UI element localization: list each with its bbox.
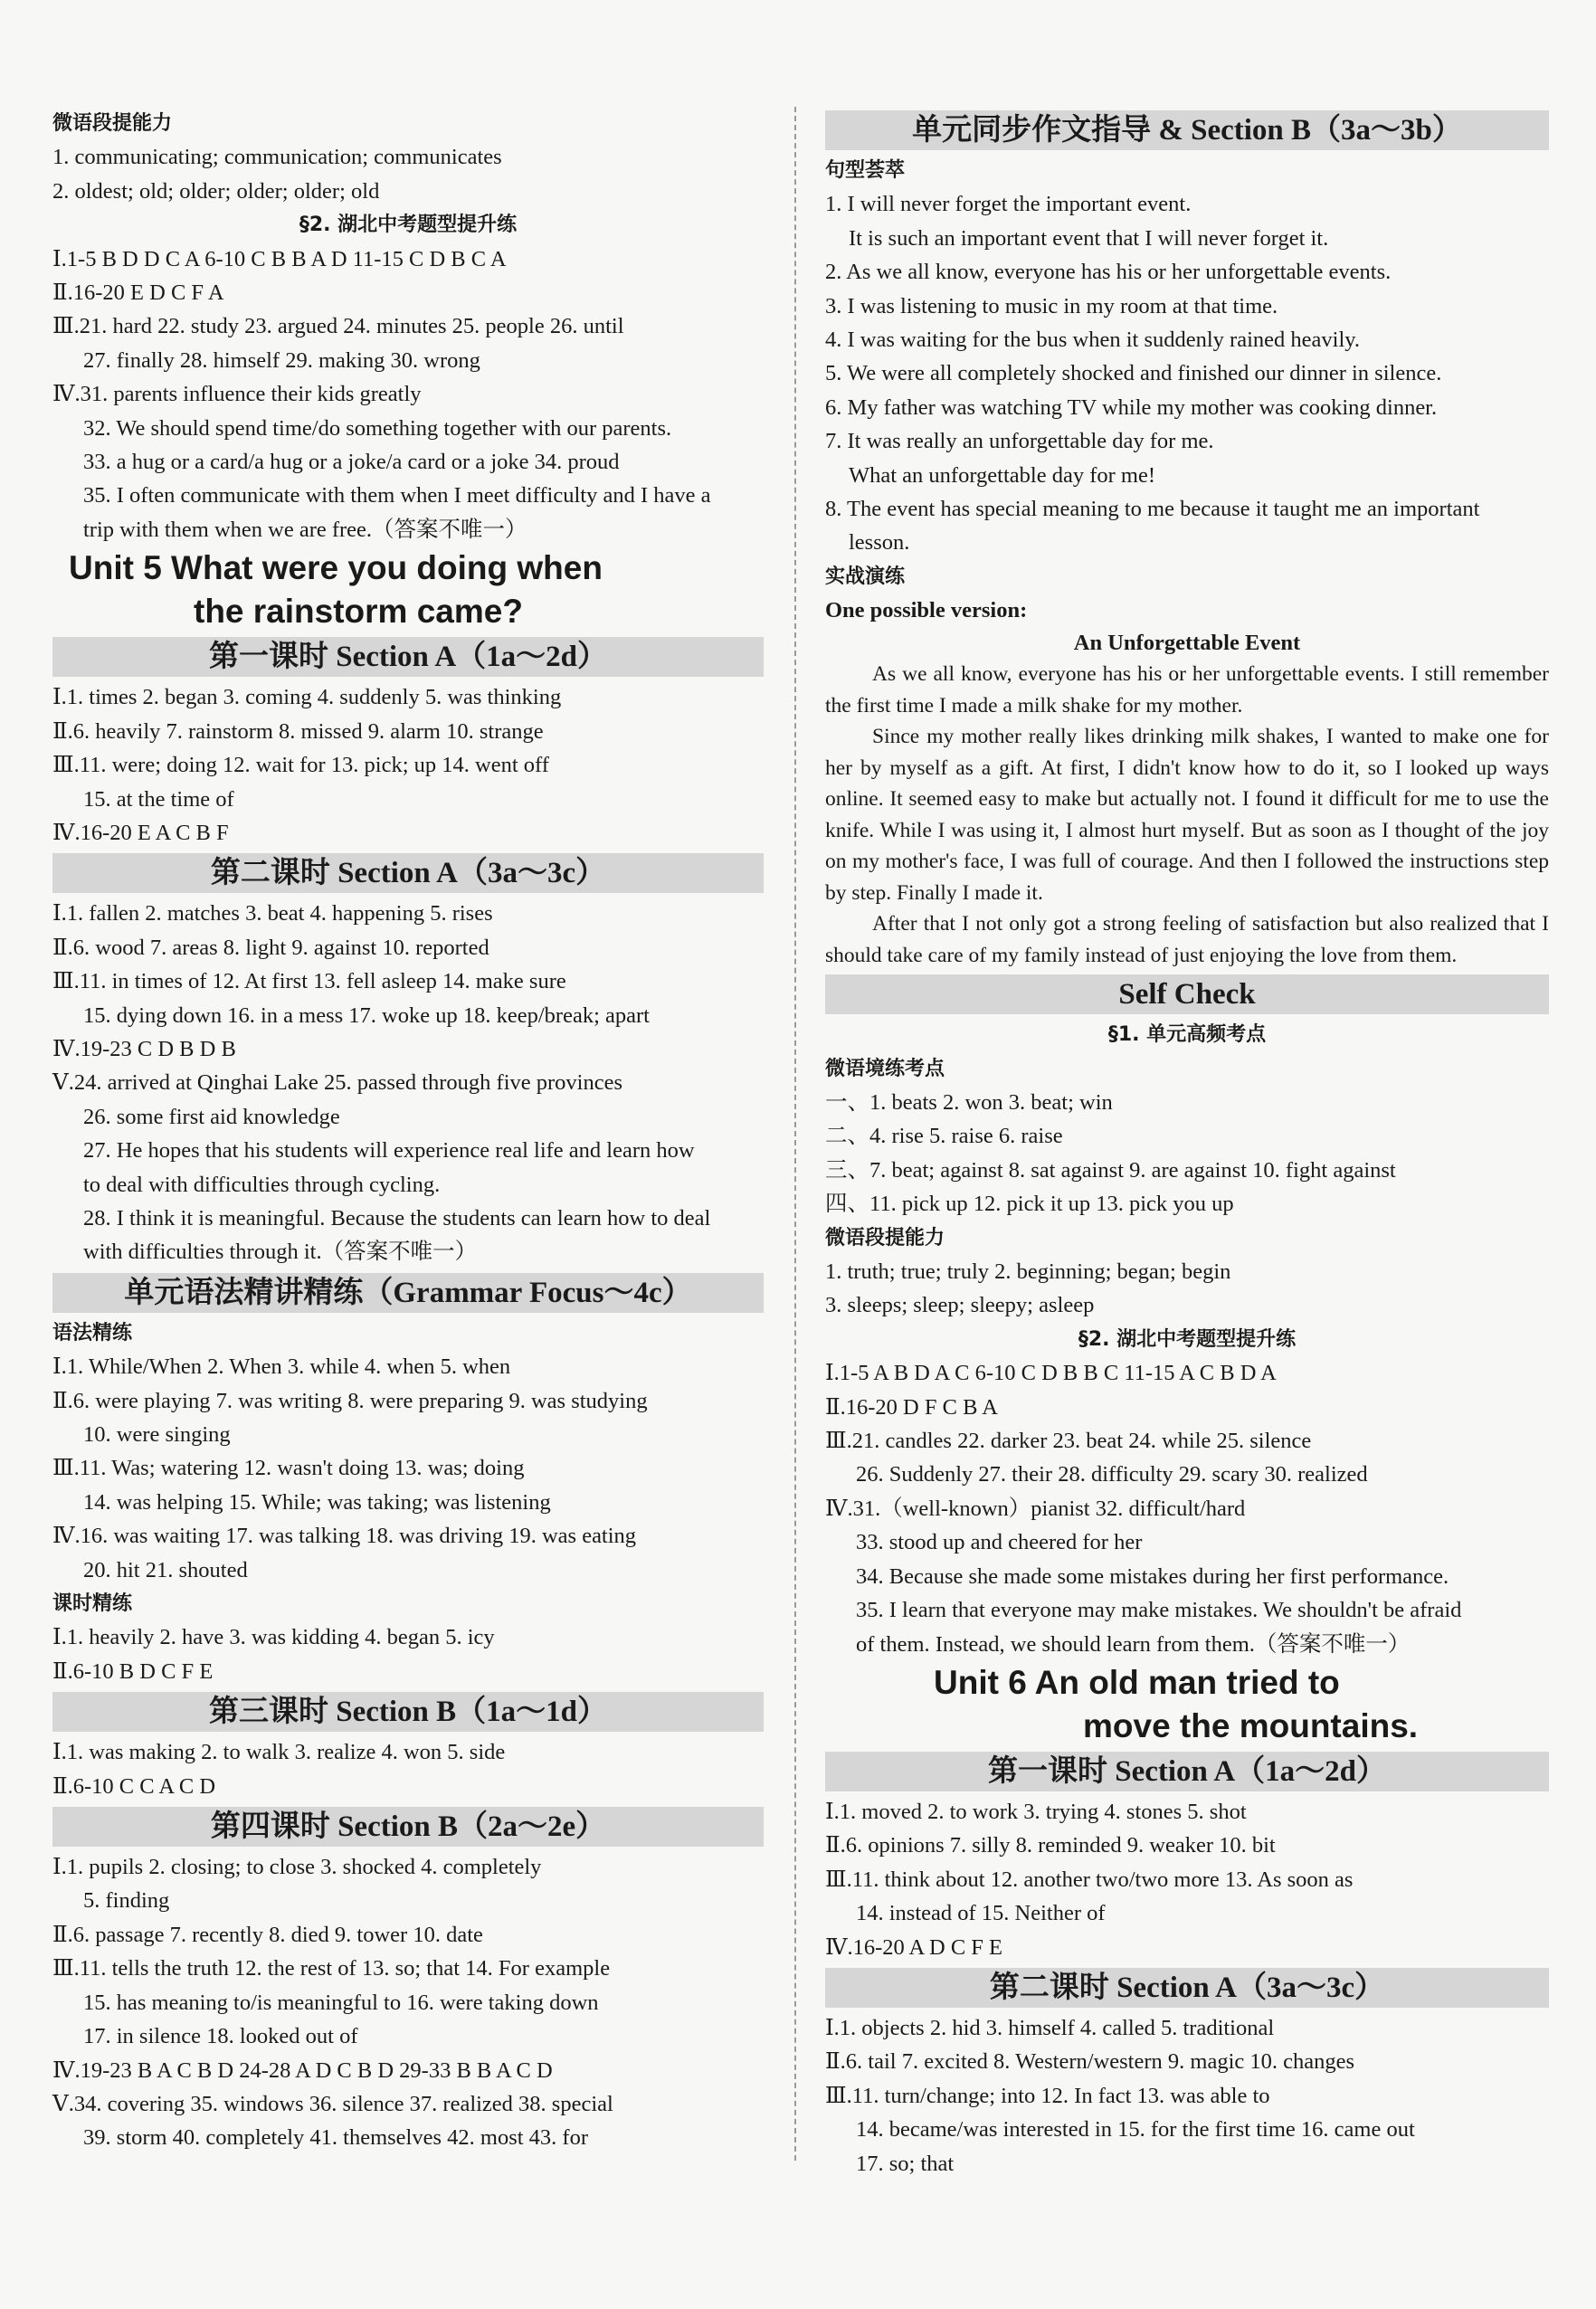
answer-line: Ⅳ.31. parents influence their kids greatly: [52, 382, 422, 407]
essay-title: An Unforgettable Event: [1073, 630, 1301, 655]
answer-line: 2. oldest; old; older; older; older; old: [52, 178, 380, 204]
answer-line: Ⅰ.1. fallen 2. matches 3. beat 4. happening 5. rises: [52, 901, 493, 926]
unit-title: Unit 6 An old man tried to: [934, 1663, 1340, 1701]
answer-line: 35. I learn that everyone may make mistakes. We shouldn't be afraid: [856, 1598, 1462, 1623]
subheading: 微语境练考点: [825, 1057, 945, 1080]
answer-line: Ⅱ.16-20 D F C B A: [825, 1394, 998, 1420]
answer-line: Ⅲ.11. were; doing 12. wait for 13. pick; up 14. went off: [52, 753, 549, 778]
unit-title-line2: move the mountains.: [1083, 1706, 1419, 1744]
section-header: 第四课时 Section B（2a～2e）: [52, 1807, 764, 1847]
answer-line: 14. instead of 15. Neither of: [856, 1901, 1106, 1926]
answer-line: Ⅱ.6. wood 7. areas 8. light 9. against 10. reported: [52, 935, 489, 960]
answer-line: 39. storm 40. completely 41. themselves 42. most 43. for: [83, 2125, 588, 2151]
answer-line: 26. Suddenly 27. their 28. difficulty 29. scary 30. realized: [856, 1462, 1368, 1487]
answer-line: Ⅳ.31.（well-known）pianist 32. difficult/hard: [825, 1496, 1246, 1521]
section-header: 第一课时 Section A（1a～2d）: [52, 637, 764, 677]
subheading: 课时精练: [52, 1592, 133, 1616]
answer-line: Ⅳ.19-23 C D B D B: [52, 1036, 236, 1061]
answer-line: 一、1. beats 2. won 3. beat; win: [825, 1090, 1113, 1115]
answer-line: 26. some first aid knowledge: [83, 1104, 340, 1129]
answer-line: 四、11. pick up 12. pick it up 13. pick you up: [825, 1192, 1234, 1217]
answer-line: 20. hit 21. shouted: [83, 1557, 248, 1582]
answer-line: Ⅱ.6. tail 7. excited 8. Western/western 9. magic 10. changes: [825, 2049, 1355, 2075]
subheading: 句型荟萃: [825, 159, 906, 182]
answer-line: 3. I was listening to music in my room at that time.: [825, 293, 1278, 318]
answer-line: 14. became/was interested in 15. for the first time 16. came out: [856, 2117, 1415, 2143]
answer-line: Ⅴ.34. covering 35. windows 36. silence 37. realized 38. special: [52, 2091, 613, 2116]
answer-line: 1. communicating; communication; communicates: [52, 145, 502, 170]
answer-line: Ⅰ.1-5 A B D A C 6-10 C D B B C 11-15 A C B D A: [825, 1361, 1277, 1386]
unit-title: Unit 5 What were you doing when: [69, 549, 603, 587]
answer-line: 二、4. rise 5. raise 6. raise: [825, 1124, 1063, 1149]
section-header: 第二课时 Section A（3a～3c）: [825, 1968, 1549, 2008]
answer-line: 4. I was waiting for the bus when it suddenly rained heavily.: [825, 328, 1361, 353]
answer-line: 三、7. beat; against 8. sat against 9. are against 10. fight against: [825, 1157, 1396, 1183]
unit-title-line2: the rainstorm came?: [194, 593, 523, 631]
answer-line: 8. The event has special meaning to me because it taught me an important: [825, 497, 1480, 522]
answer-line: to deal with difficulties through cycling.: [83, 1172, 441, 1197]
answer-line: 33. stood up and cheered for her: [856, 1530, 1143, 1555]
answer-line: Ⅲ.21. candles 22. darker 23. beat 24. while 25. silence: [825, 1429, 1312, 1454]
answer-line: 15. dying down 16. in a mess 17. woke up 18. keep/break; apart: [83, 1002, 650, 1028]
answer-line: Ⅳ.16-20 A D C F E: [825, 1934, 1002, 1960]
answer-line: 35. I often communicate with them when I meet difficulty and I have a: [83, 483, 711, 508]
answer-line: lesson.: [849, 530, 910, 556]
answer-line: Ⅱ.16-20 E D C F A: [52, 280, 224, 306]
answer-line: Ⅱ.6. were playing 7. was writing 8. were preparing 9. was studying: [52, 1388, 648, 1413]
subheading: §1. 单元高频考点: [1107, 1023, 1267, 1047]
essay-paragraph: As we all know, everyone has his or her unforgettable events. I still remember the first time I made a milk shake for my mother.: [825, 662, 1549, 717]
answer-line: Ⅲ.11. think about 12. another two/two more 13. As soon as: [825, 1867, 1354, 1892]
answer-line: 28. I think it is meaningful. Because the students can learn how to deal: [83, 1205, 711, 1231]
answer-line: 27. finally 28. himself 29. making 30. wrong: [83, 347, 480, 373]
subheading: §2. 湖北中考题型提升练: [299, 214, 518, 237]
answer-line: Ⅱ.6. heavily 7. rainstorm 8. missed 9. alarm 10. strange: [52, 718, 544, 744]
subheading: 语法精练: [52, 1321, 133, 1345]
answer-line: 27. He hopes that his students will experience real life and learn how: [83, 1138, 695, 1164]
answer-line: Ⅱ.6-10 C C A C D: [52, 1773, 216, 1799]
answer-line: Ⅲ.21. hard 22. study 23. argued 24. minutes 25. people 26. until: [52, 314, 624, 339]
answer-line: Ⅱ.6. passage 7. recently 8. died 9. tower 10. date: [52, 1922, 483, 1947]
answer-line: Ⅰ.1. pupils 2. closing; to close 3. shocked 4. completely: [52, 1855, 542, 1880]
subheading: 实战演练: [825, 565, 906, 588]
subheading: 微语段提能力: [825, 1226, 945, 1250]
answer-line: 6. My father was watching TV while my mother was cooking dinner.: [825, 394, 1438, 420]
answer-line: Ⅰ.1. objects 2. hid 3. himself 4. called 5. traditional: [825, 2015, 1275, 2040]
subheading: 微语段提能力: [52, 112, 173, 135]
answer-line: 34. Because she made some mistakes during her first performance.: [856, 1563, 1449, 1589]
section-header: 单元同步作文指导 & Section B（3a～3b）: [825, 110, 1549, 150]
answer-line: trip with them when we are free.（答案不唯一）: [83, 517, 527, 542]
answer-line: 33. a hug or a card/a hug or a joke/a card or a joke 34. proud: [83, 450, 620, 475]
answer-line: Ⅰ.1. heavily 2. have 3. was kidding 4. began 5. icy: [52, 1625, 495, 1650]
answer-line: Ⅲ.11. in times of 12. At first 13. fell asleep 14. make sure: [52, 969, 566, 994]
answer-line: Ⅱ.6. opinions 7. silly 8. reminded 9. weaker 10. bit: [825, 1833, 1276, 1858]
answer-line: 5. finding: [83, 1888, 170, 1914]
answer-line: Ⅲ.11. turn/change; into 12. In fact 13. was able to: [825, 2083, 1270, 2108]
answer-line: Ⅰ.1-5 B D D C A 6-10 C B B A D 11-15 C D B C A: [52, 246, 507, 271]
answer-line: Ⅰ.1. was making 2. to walk 3. realize 4. won 5. side: [52, 1740, 506, 1765]
answer-line: Ⅲ.11. tells the truth 12. the rest of 13. so; that 14. For example: [52, 1956, 611, 1981]
subheading: §2. 湖北中考题型提升练: [1078, 1327, 1297, 1351]
answer-line: Ⅰ.1. moved 2. to work 3. trying 4. stones 5. shot: [825, 1799, 1247, 1824]
section-header: 第二课时 Section A（3a～3c）: [52, 853, 764, 893]
answer-line: Ⅴ.24. arrived at Qinghai Lake 25. passed through five provinces: [52, 1070, 623, 1096]
answer-line: 14. was helping 15. While; was taking; was listening: [83, 1489, 551, 1515]
answer-line: Ⅳ.19-23 B A C B D 24-28 A D C B D 29-33 B B A C D: [52, 2057, 553, 2083]
answer-line: One possible version:: [825, 598, 1028, 623]
section-header: 第三课时 Section B（1a～1d）: [52, 1692, 764, 1732]
left-column: [52, 107, 764, 2155]
answer-line: 3. sleeps; sleep; sleepy; asleep: [825, 1293, 1095, 1318]
answer-line: 2. As we all know, everyone has his or her unforgettable events.: [825, 260, 1392, 285]
essay-paragraph: After that I not only got a strong feeling of satisfaction but also realized that I should take care of my family instead of just enjoying the love from them.: [825, 912, 1549, 967]
section-header: 第一课时 Section A（1a～2d）: [825, 1752, 1549, 1791]
answer-line: 1. truth; true; truly 2. beginning; began; begin: [825, 1259, 1231, 1285]
answer-line: Ⅳ.16-20 E A C B F: [52, 820, 229, 845]
answer-line: 15. at the time of: [83, 786, 234, 812]
answer-line: What an unforgettable day for me!: [849, 462, 1156, 488]
answer-line: 1. I will never forget the important event.: [825, 192, 1192, 217]
answer-line: It is such an important event that I will never forget it.: [849, 225, 1329, 251]
section-header: Self Check: [825, 974, 1549, 1014]
answer-line: 15. has meaning to/is meaningful to 16. were taking down: [83, 1990, 599, 2015]
answer-line: of them. Instead, we should learn from them.（答案不唯一）: [856, 1631, 1411, 1657]
answer-line: 10. were singing: [83, 1422, 231, 1447]
answer-line: Ⅲ.11. Was; watering 12. wasn't doing 13. was; doing: [52, 1456, 525, 1481]
essay-paragraph: Since my mother really likes drinking milk shakes, I wanted to make one for her by myself as a gift. At first, I didn't know how to do it, so I looked up ways online. It seemed easy to make but actually not. I found it difficult for me to use the knife. While I was using it, I almost hurt myself. But as soon as I thought of the joy on my mother's face, I was full of courage. And then I followed the instructions step by step. Finally I made it.: [825, 725, 1549, 905]
answer-line: 17. so; that: [856, 2151, 955, 2176]
answer-line: Ⅳ.16. was waiting 17. was talking 18. was driving 19. was eating: [52, 1524, 637, 1549]
right-column: [825, 107, 1549, 2181]
answer-line: with difficulties through it.（答案不唯一）: [83, 1240, 478, 1265]
answer-line: Ⅰ.1. times 2. began 3. coming 4. suddenly 5. was thinking: [52, 685, 562, 710]
answer-line: 17. in silence 18. looked out of: [83, 2024, 358, 2049]
answer-line: 32. We should spend time/do something together with our parents.: [83, 415, 672, 441]
answer-line: 5. We were all completely shocked and finished our dinner in silence.: [825, 361, 1442, 386]
answer-line: 7. It was really an unforgettable day for me.: [825, 429, 1214, 454]
section-header: 单元语法精讲精练（Grammar Focus～4c）: [52, 1273, 764, 1313]
answer-line: Ⅱ.6-10 B D C F E: [52, 1658, 214, 1684]
column-divider: [794, 107, 796, 2161]
answer-line: Ⅰ.1. While/When 2. When 3. while 4. when 5. when: [52, 1354, 511, 1380]
